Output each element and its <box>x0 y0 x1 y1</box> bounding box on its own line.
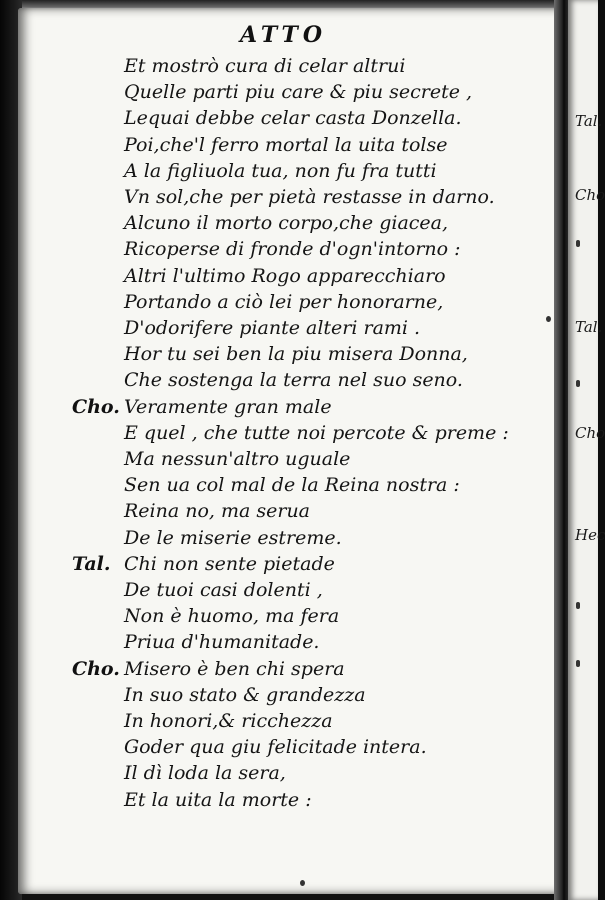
verse-line: Lequai debbe celar casta Donzella. <box>124 107 462 129</box>
verse-line: Et la uita la morte : <box>124 789 312 811</box>
facing-page-mark <box>576 380 580 387</box>
facing-page-mark <box>576 660 580 667</box>
verse-line: Vn sol,che per pietà restasse in darno. <box>124 186 495 208</box>
speaker-label: Tal. <box>72 553 111 575</box>
facing-speaker-label: Tal. <box>575 318 603 336</box>
verse-line: Et mostrò cura di celar altrui <box>124 55 406 77</box>
speaker-label: Cho. <box>72 396 120 418</box>
verse-line: E quel , che tutte noi percote & preme : <box>124 422 509 444</box>
facing-speaker-label: Cho <box>575 424 605 442</box>
verse-line: Hor tu sei ben la piu misera Donna, <box>124 343 468 365</box>
facing-speaker-label: Cho <box>575 186 605 204</box>
verse-line: Portando a ciò lei per honorarne, <box>124 291 444 313</box>
verse-line: Sen ua col mal de la Reina nostra : <box>124 474 460 496</box>
verse-line: D'odorifere piante alteri rami . <box>124 317 421 339</box>
verse-line: In honori,& ricchezza <box>124 710 333 732</box>
facing-page-mark <box>576 240 580 247</box>
verse-line: Goder qua giu felicitade intera. <box>124 736 427 758</box>
running-header: ATTO <box>240 22 327 48</box>
verse-line: De le miserie estreme. <box>124 527 342 549</box>
verse-line: In suo stato & grandezza <box>124 684 366 706</box>
facing-page <box>568 0 598 900</box>
verse-line: Ma nessun'altro uguale <box>124 448 351 470</box>
verse-line: Non è huomo, ma fera <box>124 605 340 627</box>
verse-line: Ricoperse di fronde d'ogn'intorno : <box>124 238 461 260</box>
verse-line: Quelle parti piu care & piu secrete , <box>124 81 473 103</box>
verse-line: Il dì loda la sera, <box>124 762 286 784</box>
verse-line: Chi non sente pietade <box>124 553 335 575</box>
speaker-label: Cho. <box>72 658 120 680</box>
verse-line: Misero è ben chi spera <box>124 658 345 680</box>
verse-line: A la figliuola tua, non fu fra tutti <box>124 160 437 182</box>
verse-line: De tuoi casi dolenti , <box>124 579 323 601</box>
ink-speck <box>546 316 551 322</box>
verse-line: Altri l'ultimo Rogo apparecchiaro <box>124 265 446 287</box>
verse-line: Veramente gran male <box>124 396 332 418</box>
ink-speck <box>300 880 305 886</box>
verse-line: Priua d'humanitade. <box>124 631 320 653</box>
verse-line: Che sostenga la terra nel suo seno. <box>124 369 463 391</box>
facing-page-mark <box>576 602 580 609</box>
verse-line: Poi,che'l ferro mortal la uita tolse <box>124 134 448 156</box>
facing-speaker-label: Hec <box>575 526 605 544</box>
facing-speaker-label: Tal. <box>575 112 603 130</box>
verse-line: Alcuno il morto corpo,che giacea, <box>124 212 449 234</box>
verse-line: Reina no, ma serua <box>124 500 311 522</box>
